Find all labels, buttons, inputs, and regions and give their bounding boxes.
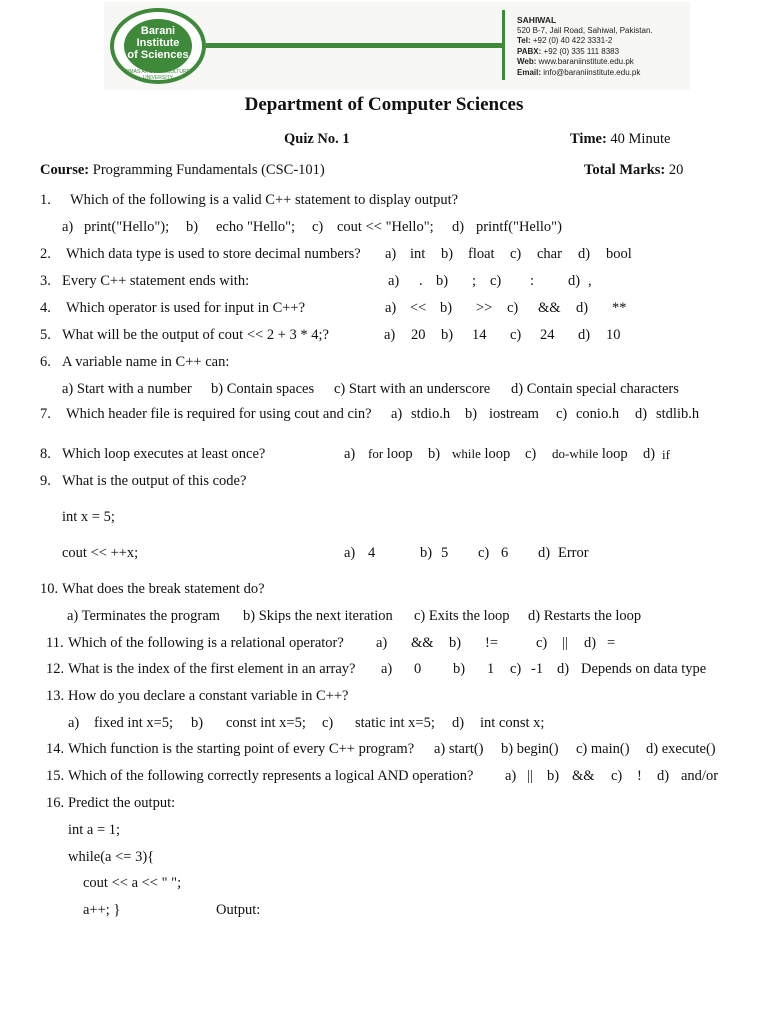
q1-option-a-label: a) <box>62 219 74 235</box>
q3-option-d-label: d) <box>568 273 581 289</box>
marks-label: Total Marks: <box>584 162 666 178</box>
q9-code-line-1: int x = 5; <box>62 509 115 525</box>
q8-option-b-1: while <box>452 446 481 461</box>
q1-option-c-label: c) <box>312 219 324 235</box>
q11-option-c-label: c) <box>536 635 548 651</box>
q3-option-a: . <box>419 273 423 289</box>
logo-line-2: Institute <box>136 37 180 49</box>
q7-option-b: iostream <box>489 406 539 422</box>
q3-option-a-label: a) <box>388 273 400 289</box>
q10-text: What does the break statement do? <box>62 581 265 597</box>
course-label: Course: <box>40 162 90 178</box>
q15-option-a-label: a) <box>505 768 517 784</box>
q4-option-a: << <box>410 300 427 316</box>
q11-number: 11. <box>46 635 64 651</box>
q10-option-c: c) Exits the loop <box>414 608 510 624</box>
q7-option-c-label: c) <box>556 406 568 422</box>
q16-code-line-3: cout << a << " "; <box>83 875 182 891</box>
q8-option-c-label: c) <box>525 446 537 462</box>
q11-option-b: != <box>485 635 499 651</box>
q9-text: What is the output of this code? <box>62 473 247 489</box>
q11-option-d-label: d) <box>584 635 597 651</box>
q8-option-a-1: for <box>368 446 384 461</box>
q9-option-c-label: c) <box>478 545 490 561</box>
q12-option-d-label: d) <box>557 661 570 677</box>
q7-option-d-label: d) <box>635 406 648 422</box>
q13-option-d: int const x; <box>480 715 545 731</box>
q5-option-c-label: c) <box>510 327 522 343</box>
q6-text: A variable name in C++ can: <box>62 354 230 370</box>
logo-line-3: of Sciences <box>127 49 189 61</box>
q6-option-c: c) Start with an underscore <box>334 381 491 397</box>
q11-option-a-label: a) <box>376 635 388 651</box>
q12-option-d: Depends on data type <box>581 661 707 677</box>
q4-option-a-label: a) <box>385 300 397 316</box>
q4-option-b: >> <box>476 300 493 316</box>
q9-code-line-2: cout << ++x; <box>62 545 139 561</box>
q15-text: Which of the following correctly represents a logical AND operation? <box>68 768 474 784</box>
q11-option-d: = <box>607 635 616 651</box>
time-value: 40 Minute <box>610 131 671 147</box>
web: www.baraniinstitute.edu.pk <box>538 57 634 66</box>
header-divider <box>206 43 502 48</box>
q5-number: 5. <box>40 327 51 343</box>
q8-option-d-label: d) <box>643 446 656 462</box>
time <box>570 131 670 148</box>
q6-option-b: b) Contain spaces <box>211 381 315 397</box>
q1-option-a: print("Hello"); <box>84 219 170 235</box>
q1-number: 1. <box>40 192 51 208</box>
q11-text: Which of the following is a relational operator? <box>68 635 344 651</box>
q3-option-c: : <box>530 273 535 289</box>
q8-option-d: if <box>662 447 670 462</box>
q7-option-c: conio.h <box>576 406 620 422</box>
q8-option-a-2: loop <box>386 446 413 462</box>
q5-option-a-label: a) <box>384 327 396 343</box>
q8-option-b-2: loop <box>484 446 511 462</box>
institute-logo <box>110 8 206 84</box>
q14-option-b: b) begin() <box>501 741 559 757</box>
q13-option-d-label: d) <box>452 715 465 731</box>
q11-option-b-label: b) <box>449 635 462 651</box>
q9-option-d: Error <box>558 545 589 561</box>
q8-number: 8. <box>40 446 51 462</box>
q5-option-b-label: b) <box>441 327 454 343</box>
q11-option-c: || <box>562 635 568 651</box>
q10-option-a: a) Terminates the program <box>67 608 220 624</box>
q16-output-label: Output: <box>216 902 261 918</box>
q13-text: How do you declare a constant variable in C++? <box>68 688 349 704</box>
q2-option-c: char <box>537 246 562 262</box>
q15-option-a: || <box>527 768 533 784</box>
q16-code-line-1: int a = 1; <box>68 822 121 838</box>
q6-number: 6. <box>40 354 51 370</box>
marks-value: 20 <box>668 162 684 178</box>
q9-option-d-label: d) <box>538 545 551 561</box>
q15-number: 15. <box>46 768 65 784</box>
q8-option-a-label: a) <box>344 446 356 462</box>
q5-option-d: 10 <box>606 327 621 343</box>
q13-option-b-label: b) <box>191 715 204 731</box>
q4-option-c-label: c) <box>507 300 519 316</box>
course-value: Programming Fundamentals (CSC-101) <box>92 162 325 178</box>
q16-code-line-2: while(a <= 3){ <box>68 849 155 865</box>
q2-option-d-label: d) <box>578 246 591 262</box>
pabx: +92 (0) 335 111 8383 <box>543 46 620 56</box>
q7-option-a: stdio.h <box>411 406 451 422</box>
q9-option-a-label: a) <box>344 545 356 561</box>
course <box>40 162 325 179</box>
web-label: Web: <box>517 57 537 66</box>
q14-option-a: a) start() <box>434 741 484 757</box>
q9-option-b-label: b) <box>420 545 433 561</box>
q9-number: 9. <box>40 473 51 489</box>
q8-option-c-2: loop <box>601 446 628 462</box>
q10-option-b: b) Skips the next iteration <box>243 608 393 624</box>
q3-option-c-label: c) <box>490 273 502 289</box>
q2-text: Which data type is used to store decimal numbers? <box>66 246 361 262</box>
page-title: Department of Computer Sciences <box>244 94 524 115</box>
q15-option-b-label: b) <box>547 768 560 784</box>
q1-option-d-label: d) <box>452 219 465 235</box>
q12-number: 12. <box>46 661 65 677</box>
q14-number: 14. <box>46 741 65 757</box>
q4-text: Which operator is used for input in C++? <box>66 300 306 316</box>
q7-option-a-label: a) <box>391 406 403 422</box>
contact-block <box>517 15 653 78</box>
q14-option-c: c) main() <box>576 741 630 757</box>
q4-number: 4. <box>40 300 51 316</box>
q4-option-d-label: d) <box>576 300 589 316</box>
q2-option-d: bool <box>606 246 632 262</box>
q2-option-c-label: c) <box>510 246 522 262</box>
q3-option-b-label: b) <box>436 273 449 289</box>
q15-option-c: ! <box>637 768 642 784</box>
q5-option-a: 20 <box>411 327 426 343</box>
q9-option-c: 6 <box>501 545 509 561</box>
q7-text: Which header file is required for using cout and cin? <box>66 406 372 422</box>
q12-option-b-label: b) <box>453 661 466 677</box>
time-label: Time: <box>570 131 607 147</box>
q2-option-a: int <box>410 246 426 262</box>
q13-option-a-label: a) <box>68 715 80 731</box>
email: info@baraniinstitute.edu.pk <box>543 67 641 77</box>
q6-option-a: a) Start with a number <box>62 381 192 397</box>
q5-text: What will be the output of cout << 2 + 3 * 4;? <box>62 327 329 343</box>
q13-option-c: static int x=5; <box>355 715 435 731</box>
header-vertical-divider <box>502 10 505 80</box>
q15-option-d: and/or <box>681 768 719 784</box>
q12-option-a-label: a) <box>381 661 393 677</box>
logo-line-1: Barani <box>140 25 176 37</box>
q1-text: Which of the following is a valid C++ statement to display output? <box>70 192 459 208</box>
q1-option-b: echo "Hello"; <box>216 219 296 235</box>
q4-option-d: ** <box>612 300 627 316</box>
q16-text: Predict the output: <box>68 795 176 811</box>
q5-option-d-label: d) <box>578 327 591 343</box>
q5-option-b: 14 <box>472 327 487 343</box>
q15-option-d-label: d) <box>657 768 670 784</box>
q9-option-a: 4 <box>368 545 376 561</box>
q8-option-b-label: b) <box>428 446 441 462</box>
q13-option-c-label: c) <box>322 715 334 731</box>
q6-option-d: d) Contain special characters <box>511 381 679 397</box>
q7-option-b-label: b) <box>465 406 478 422</box>
q15-option-c-label: c) <box>611 768 623 784</box>
q12-option-b: 1 <box>487 661 495 677</box>
q12-option-c-label: c) <box>510 661 522 677</box>
tel: +92 (0) 40 422 3331-2 <box>532 36 613 45</box>
q8-option-c-1: do-while <box>552 446 599 461</box>
q2-option-a-label: a) <box>385 246 397 262</box>
q5-option-c: 24 <box>540 327 555 343</box>
q15-option-b: && <box>572 768 595 784</box>
total-marks <box>584 162 683 179</box>
logo-ring-text: PMAS ARID AGRICULTURE UNIVERSITY <box>126 69 190 81</box>
q14-text: Which function is the starting point of every C++ program? <box>68 741 415 757</box>
q3-option-d: , <box>588 273 592 289</box>
q8-text: Which loop executes at least once? <box>62 446 266 462</box>
q4-option-b-label: b) <box>440 300 453 316</box>
q14-option-d: d) execute() <box>646 741 716 757</box>
q10-option-d: d) Restarts the loop <box>528 608 642 624</box>
email-label: Email: <box>517 67 542 77</box>
q7-number: 7. <box>40 406 51 422</box>
q12-text: What is the index of the first element in an array? <box>68 661 356 677</box>
q2-option-b-label: b) <box>441 246 454 262</box>
q1-option-b-label: b) <box>186 219 199 235</box>
q2-option-b: float <box>468 246 495 262</box>
q9-option-b: 5 <box>441 545 449 561</box>
q2-number: 2. <box>40 246 51 262</box>
q10-number: 10. <box>40 581 59 597</box>
q1-option-c: cout << "Hello"; <box>337 219 434 235</box>
pabx-label: PABX: <box>517 46 542 56</box>
address: 520 B-7, Jail Road, Sahiwal, Pakistan. <box>517 25 653 35</box>
q3-number: 3. <box>40 273 51 289</box>
q12-option-c: -1 <box>531 661 544 677</box>
q13-number: 13. <box>46 688 65 704</box>
q7-option-d: stdlib.h <box>656 406 700 422</box>
q1-option-d: printf("Hello") <box>476 219 562 235</box>
city: SAHIWAL <box>517 15 557 25</box>
q4-option-c: && <box>538 300 561 316</box>
q13-option-b: const int x=5; <box>226 715 306 731</box>
q11-option-a: && <box>411 635 434 651</box>
tel-label: Tel: <box>517 36 531 45</box>
q12-option-a: 0 <box>414 661 422 677</box>
quiz-number: Quiz No. 1 <box>284 131 350 147</box>
q3-option-b: ; <box>472 273 477 289</box>
q16-number: 16. <box>46 795 65 811</box>
q16-code-line-4: a++; } <box>83 902 121 918</box>
q13-option-a: fixed int x=5; <box>94 715 174 731</box>
q3-text: Every C++ statement ends with: <box>62 273 250 289</box>
